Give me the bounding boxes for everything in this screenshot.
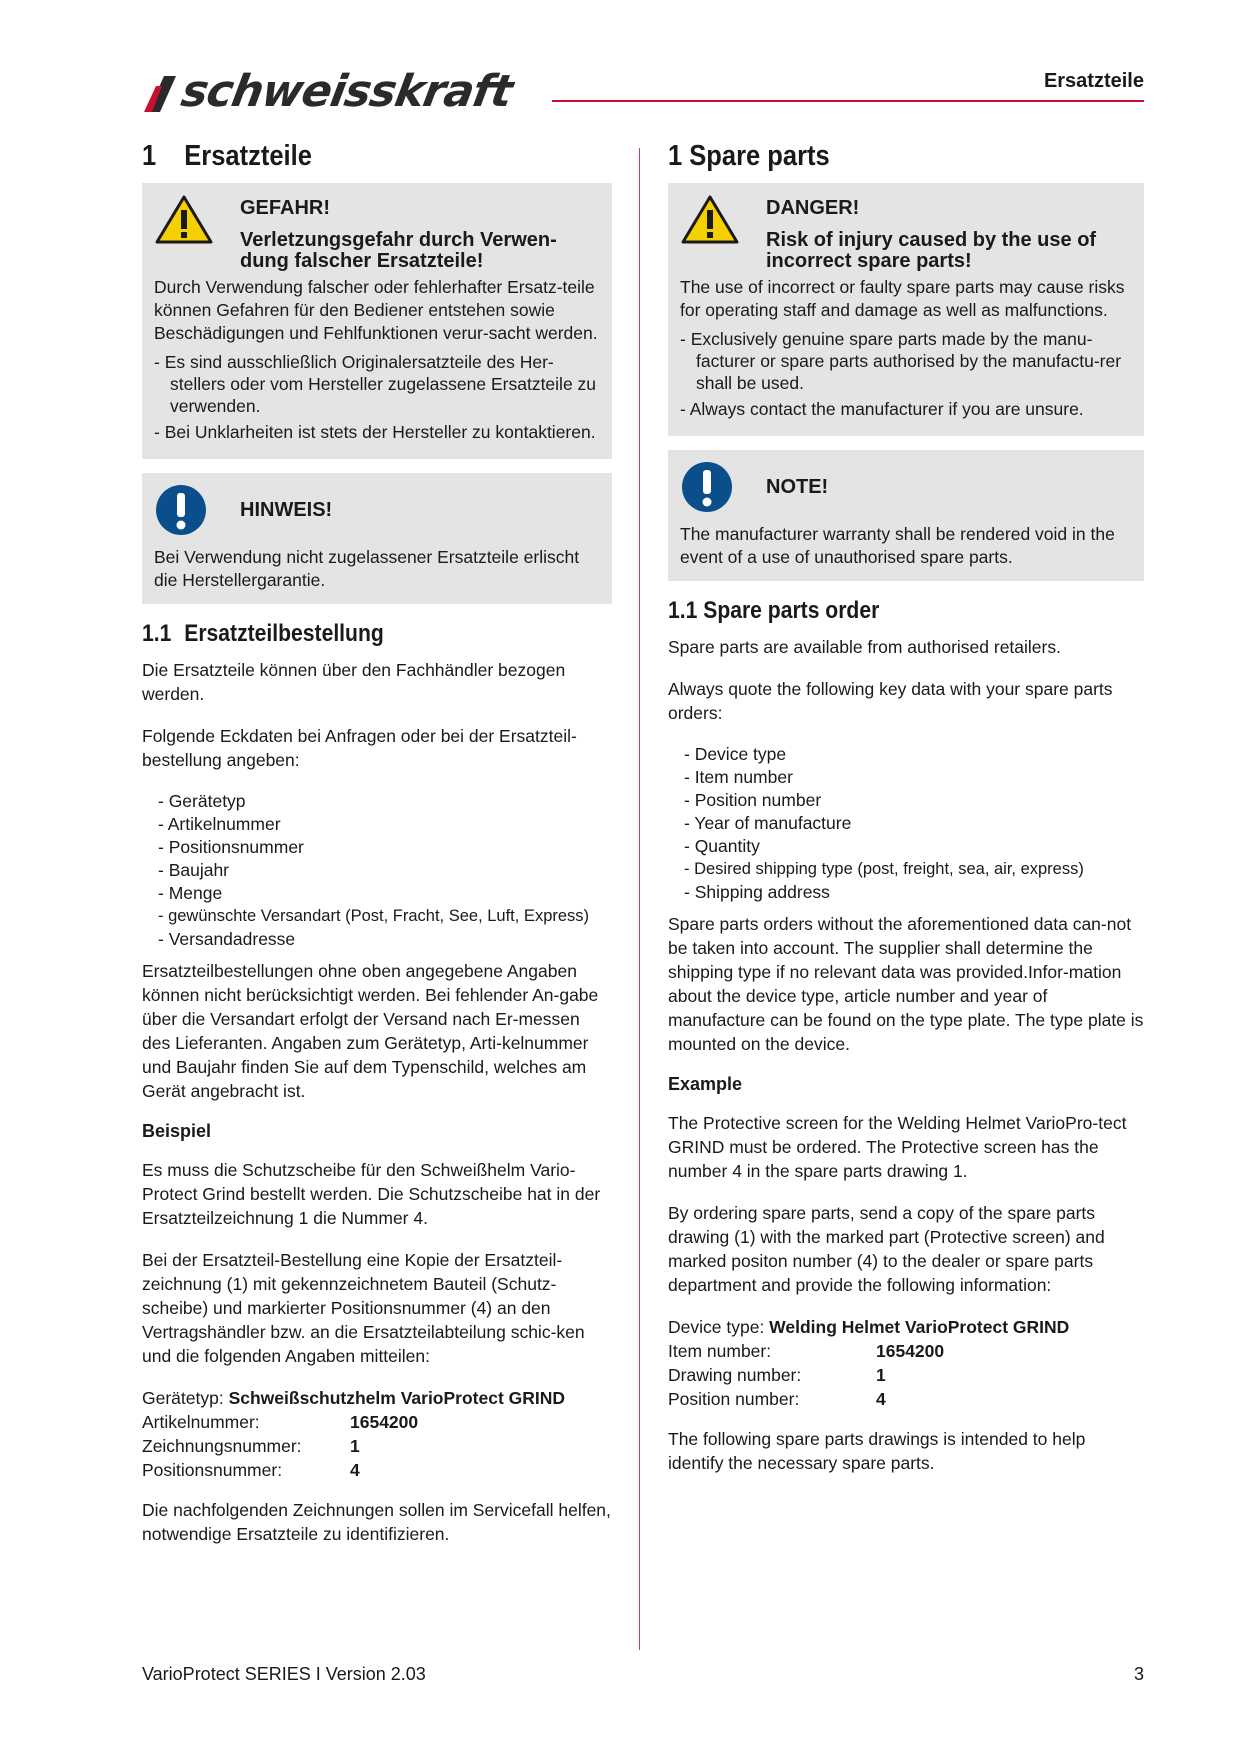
field-value: 4 xyxy=(350,1460,360,1480)
table-row xyxy=(668,1387,944,1411)
danger-title: DANGER! xyxy=(766,197,860,219)
field-value: 1 xyxy=(876,1365,886,1385)
paragraph: By ordering spare parts, send a copy of the spare parts drawing (1) with the marked part (Protective screen) and marked positon number (4) to the dealer or spare parts department and provide the following information: xyxy=(668,1203,1105,1295)
section-title: Ersatzteile xyxy=(184,140,312,172)
example-heading: Example xyxy=(668,1074,743,1094)
column-english xyxy=(668,140,1144,1493)
section-heading xyxy=(142,140,556,173)
list-item: - Artikelnummer xyxy=(158,814,281,834)
danger-subtitle: Verletzungsgefahr durch Verwen-dung falscher Ersatzteile! xyxy=(240,229,557,272)
table-row xyxy=(142,1458,418,1482)
paragraph: Die Ersatzteile können über den Fachhändler bezogen werden. xyxy=(142,660,566,704)
column-german xyxy=(142,140,612,1564)
footer-version: VarioProtect SERIES I Version 2.03 xyxy=(142,1664,426,1684)
list-item: - Item number xyxy=(684,767,793,787)
note-text: The manufacturer warranty shall be rendered void in the event of a use of unauthorised spare parts. xyxy=(680,524,1115,567)
device-type-label: Device type: xyxy=(668,1317,770,1337)
column-divider xyxy=(639,148,640,1650)
subsection-title: Ersatzteilbestellung xyxy=(184,620,384,647)
field-value: 1654200 xyxy=(876,1341,945,1361)
example-heading: Beispiel xyxy=(142,1121,212,1141)
note-title: NOTE! xyxy=(766,476,829,498)
note-box xyxy=(142,473,612,604)
note-box xyxy=(668,450,1144,581)
subsection-heading xyxy=(142,620,556,648)
table-row xyxy=(142,1434,418,1458)
note-title: HINWEIS! xyxy=(240,499,333,521)
table-row xyxy=(142,1410,418,1434)
warning-triangle-icon xyxy=(154,193,214,245)
section-number: 1 xyxy=(142,140,157,172)
device-type-value: Welding Helmet VarioProtect GRIND xyxy=(769,1317,1070,1337)
field-label: Item number: xyxy=(668,1341,772,1361)
paragraph: Always quote the following key data with your spare parts orders: xyxy=(668,679,1113,723)
device-type-value: Schweißschutzhelm VarioProtect GRIND xyxy=(228,1388,566,1408)
order-data-table xyxy=(668,1339,944,1411)
field-label: Position number: xyxy=(668,1389,800,1409)
field-value: 1 xyxy=(350,1436,360,1456)
list-item: - Shipping address xyxy=(684,882,830,902)
exclamation-circle-icon xyxy=(680,460,734,514)
paragraph: The following spare parts drawings is intended to help identify the necessary spare parts. xyxy=(668,1429,1086,1473)
danger-list xyxy=(680,328,1132,420)
page-number: 3 xyxy=(1133,1664,1144,1684)
list-item: - Baujahr xyxy=(158,860,230,880)
list-item: - Desired shipping type (post, freight, sea, air, express) xyxy=(684,860,1084,878)
paragraph: Es muss die Schutzscheibe für den Schweißhelm Vario-Protect Grind bestellt werden. Die Schutzscheibe hat in der Ersatzteilzeichnung 1 die Nummer 4. xyxy=(142,1160,601,1228)
warning-triangle-icon xyxy=(680,193,740,245)
danger-text: Durch Verwendung falscher oder fehlerhafter Ersatz-teile können Gefahren für den Bediener entstehen sowie Beschädigungen und Fehlfunktionen verur-sacht werden. xyxy=(154,277,598,343)
paragraph: The Protective screen for the Welding Helmet VarioPro-tect GRIND must be ordered. The Protective screen has the number 4 in the spare parts drawing 1. xyxy=(668,1113,1127,1181)
section-heading: 1 Spare parts xyxy=(668,140,830,172)
danger-list xyxy=(154,351,600,443)
paragraph: Bei der Ersatzteil-Bestellung eine Kopie der Ersatzteil-zeichnung (1) mit gekennzeichnetem Bauteil (Schutz-scheibe) und markierter Positionsnummer (4) an den Vertragshändler bzw. an die Ersatzteilabteilung schic-ken und die folgenden Angaben mitteilen: xyxy=(142,1250,585,1366)
danger-text: The use of incorrect or faulty spare parts may cause risks for operating staff and damage as well as malfunctions. xyxy=(680,277,1125,320)
table-row xyxy=(668,1339,944,1363)
table-row xyxy=(668,1363,944,1387)
field-value: 1654200 xyxy=(350,1412,419,1432)
subsection-heading: 1.1 Spare parts order xyxy=(668,597,880,624)
list-item: - Menge xyxy=(158,883,223,903)
field-label: Drawing number: xyxy=(668,1365,802,1385)
list-item: - Gerätetyp xyxy=(158,791,246,811)
list-item: - Positionsnummer xyxy=(158,837,304,857)
list-item: - Versandadresse xyxy=(158,929,296,949)
header-rule xyxy=(552,100,1144,102)
paragraph: Ersatzteilbestellungen ohne oben angegebene Angaben können nicht berücksichtigt werden. Bei fehlender An-gabe über die Versandart erfolgt der Versand nach Er-messen des Lieferanten. Angaben zum Gerätetyp, Arti-kelnummer und Baujahr finden Sie auf dem Typenschild, welches am Gerät angebracht ist. xyxy=(142,961,599,1101)
paragraph: Die nachfolgenden Zeichnungen sollen im Servicefall helfen, notwendige Ersatzteile zu identifizieren. xyxy=(142,1500,611,1544)
note-text: Bei Verwendung nicht zugelassener Ersatzteile erlischt die Herstellergarantie. xyxy=(154,547,580,590)
list-item: - Device type xyxy=(684,744,787,764)
logo-text: schweisskraft xyxy=(177,66,516,117)
list-item: - Es sind ausschließlich Originalersatzteile des Her-stellers oder vom Hersteller zugelassene Ersatzteile zu verwenden. xyxy=(154,352,597,416)
field-label: Artikelnummer: xyxy=(142,1412,260,1432)
danger-box xyxy=(668,183,1144,436)
field-label: Positionsnummer: xyxy=(142,1460,283,1480)
list-item: - Exclusively genuine spare parts made by the manu-facturer or spare parts authorised by the manufactu-rer shall be used. xyxy=(680,329,1122,393)
list-item: - Bei Unklarheiten ist stets der Hersteller zu kontaktieren. xyxy=(154,422,596,442)
danger-box xyxy=(142,183,612,459)
device-type-line xyxy=(142,1386,612,1410)
device-type-line xyxy=(668,1315,1144,1339)
header-title: Ersatzteile xyxy=(1043,70,1144,92)
list-item: - Position number xyxy=(684,790,822,810)
exclamation-circle-icon xyxy=(154,483,208,537)
key-data-list xyxy=(684,743,1144,904)
list-item: - Quantity xyxy=(684,836,760,856)
danger-title: GEFAHR! xyxy=(240,197,330,219)
paragraph: Spare parts are available from authorised retailers. xyxy=(668,637,1061,657)
order-data-table xyxy=(142,1410,418,1482)
key-data-list xyxy=(158,790,612,951)
danger-subtitle: Risk of injury caused by the use of incorrect spare parts! xyxy=(766,229,1097,272)
paragraph: Spare parts orders without the aforementioned data can-not be taken into account. The supplier shall determine the shipping type if no relevant data was provided.Infor-mation about the device type, article number and year of manufacture can be found on the type plate. The type plate is mounted on the device. xyxy=(668,914,1144,1054)
device-type-label: Gerätetyp: xyxy=(142,1388,229,1408)
list-item: - Always contact the manufacturer if you are unsure. xyxy=(680,399,1084,419)
list-item: - gewünschte Versandart (Post, Fracht, See, Luft, Express) xyxy=(158,907,590,925)
field-value: 4 xyxy=(876,1389,886,1409)
subsection-number: 1.1 xyxy=(142,620,172,647)
paragraph: Folgende Eckdaten bei Anfragen oder bei der Ersatzteil-bestellung angeben: xyxy=(142,726,577,770)
logo xyxy=(142,66,552,120)
list-item: - Year of manufacture xyxy=(684,813,852,833)
field-label: Zeichnungsnummer: xyxy=(142,1436,302,1456)
